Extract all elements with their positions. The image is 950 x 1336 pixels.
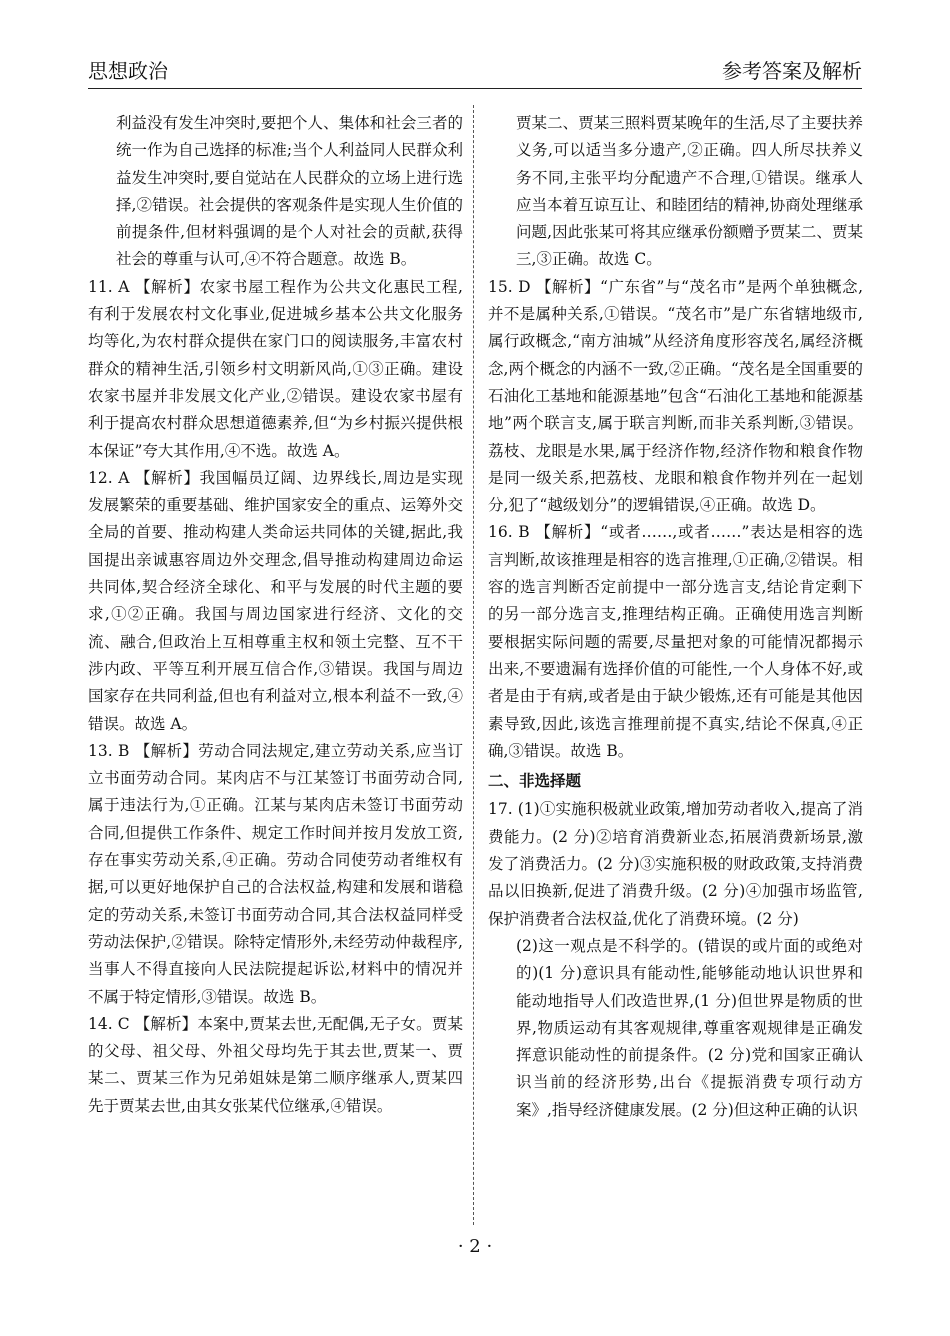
section-heading: 二、非选择题 [488,771,582,791]
answer-11: 11. A 【解析】农家书屋工程作为公共文化惠民工程,有利于发展农村文化事业,促进城乡基本公共文化服务均等化,为农村群众提供在家门口的阅读服务,丰富农村群众的精神生活,引领乡村文明新风尚,①③正确。建设农家书屋并非发展文化产业,②错误。建设农家书屋有利于提高农村群众思想道德素养,但“为乡村振兴提供根本保证”夸大其作用,④不选。故选 A。 [88,277,463,460]
right-column [488,110,863,1124]
answer-14-continued: 贾某二、贾某三照料贾某晚年的生活,尽了主要扶养义务,可以适当多分遗产,②正确。四人所尽扶养义务不同,主张平均分配遗产不合理,①错误。继承人应当本着互谅互让、和睦团结的精神,协商处理继承问题,因此张某可将其应继承份额赠予贾某二、贾某三,③正确。故选 C。 [516,114,863,269]
subject-title: 思想政治 [88,59,168,83]
page-header [88,55,862,87]
answer-13: 13. B 【解析】劳动合同法规定,建立劳动关系,应当订立书面劳动合同。某肉店不与江某签订书面劳动合同,属于违法行为,①正确。江某与某肉店未签订书面劳动合同,但提供工作条件、规定工作时间并按月发放工资,存在事实劳动关系,④正确。劳动合同使劳动者维权有据,可以更好地保护自己的合法权益,构建和发展和谐稳定的劳动关系,未签订书面劳动合同,其合法权益同样受劳动法保护,②错误。除特定情形外,未经劳动仲裁程序,当事人不得直接向人民法院提起诉讼,材料中的情况并不属于特定情形,③错误。故选 B。 [88,741,463,1006]
answer-17-part1: 17. (1)①实施积极就业政策,增加劳动者收入,提高了消费能力。(2 分)②培育消费新业态,拓展消费新场景,激发了消费活力。(2 分)③实施积极的财政政策,支持消费品以旧换新,促进了消费升级。(2 分)④加强市场监管,保护消费者合法权益,优化了消费环境。(2 分) [488,800,863,928]
answer-15: 15. D 【解析】“广东省”与“茂名市”是两个单独概念,并不是属种关系,①错误。“茂名市”是广东省辖地级市,属行政概念,“南方油城”从经济角度形容茂名,属经济概念,两个概念的内涵不一致,②正确。“茂名是全国重要的石油化工基地和能源基地”包含“石油化工基地和能源基地”两个联言支,属于联言判断,而非关系判断,③错误。荔枝、龙眼是水果,属于经济作物,经济作物和粮食作物是同一级关系,把荔枝、龙眼和粮食作物并列在一起划分,犯了“越级划分”的逻辑错误,④正确。故选 D。 [488,277,863,515]
answer-14: 14. C 【解析】本案中,贾某去世,无配偶,无子女。贾某的父母、祖父母、外祖父母均先于其去世,贾某一、贾某二、贾某三作为兄弟姐妹是第二顺序继承人,贾某四先于贾某去世,由其女张某代位继承,④错误。 [88,1014,463,1115]
header-rule [88,88,862,89]
answer-16: 16. B 【解析】“或者……,或者……”表达是相容的选言判断,故该推理是相容的选言推理,①正确,②错误。相容的选言判断否定前提中一部分选言支,结论肯定剩下的另一部分选言支,推理结构正确。正确使用选言判断要根据实际问题的需要,尽量把对象的可能情况都揭示出来,不要遗漏有选择价值的可能性,一个人身体不好,或者是由于有病,或者是由于缺少锻炼,还有可能是其他因素导致,因此,该选言推理前提不真实,结论不保真,④正确,③错误。故选 B。 [488,523,863,760]
section-title: 参考答案及解析 [722,59,862,83]
answer-17-part2: (2)这一观点是不科学的。(错误的或片面的或绝对的)(1 分)意识具有能动性,能够能动地认识世界和能动地指导人们改造世界,(1 分)但世界是物质的世界,物质运动有其客观规律,尊重客观规律是正确发挥意识能动性的前提条件。(2 分)党和国家正确认识当前的经济形势,出台《提振消费专项行动方案》,指导经济健康发展。(2 分)但这种正确的认识 [516,936,863,1119]
answer-10-continued: 利益没有发生冲突时,要把个人、集体和社会三者的统一作为自己选择的标准;当个人利益同人民群众利益发生冲突时,要自觉站在人民群众的立场上进行选择,②错误。社会提供的客观条件是实现人生价值的前提条件,但材料强调的是个人对社会的贡献,获得社会的尊重与认可,④不符合题意。故选 B。 [116,114,463,269]
column-divider [473,105,474,1225]
page-number: · 2 · [457,1236,493,1257]
left-column [88,110,463,1120]
answer-12: 12. A 【解析】我国幅员辽阔、边界线长,周边是实现发展繁荣的重要基础、维护国家安全的重点、运筹外交全局的首要、推动构建人类命运共同体的关键,据此,我国提出亲诚惠容周边外交理念,倡导推动构建周边命运共同体,契合经济全球化、和平与发展的时代主题的要求,①②正确。我国与周边国家进行经济、文化的交流、融合,但政治上互相尊重主权和领土完整、互不干涉内政、平等互利开展互信合作,③错误。我国与周边国家存在共同利益,但也有利益对立,根本利益不一致,④错误。故选 A。 [88,468,463,733]
